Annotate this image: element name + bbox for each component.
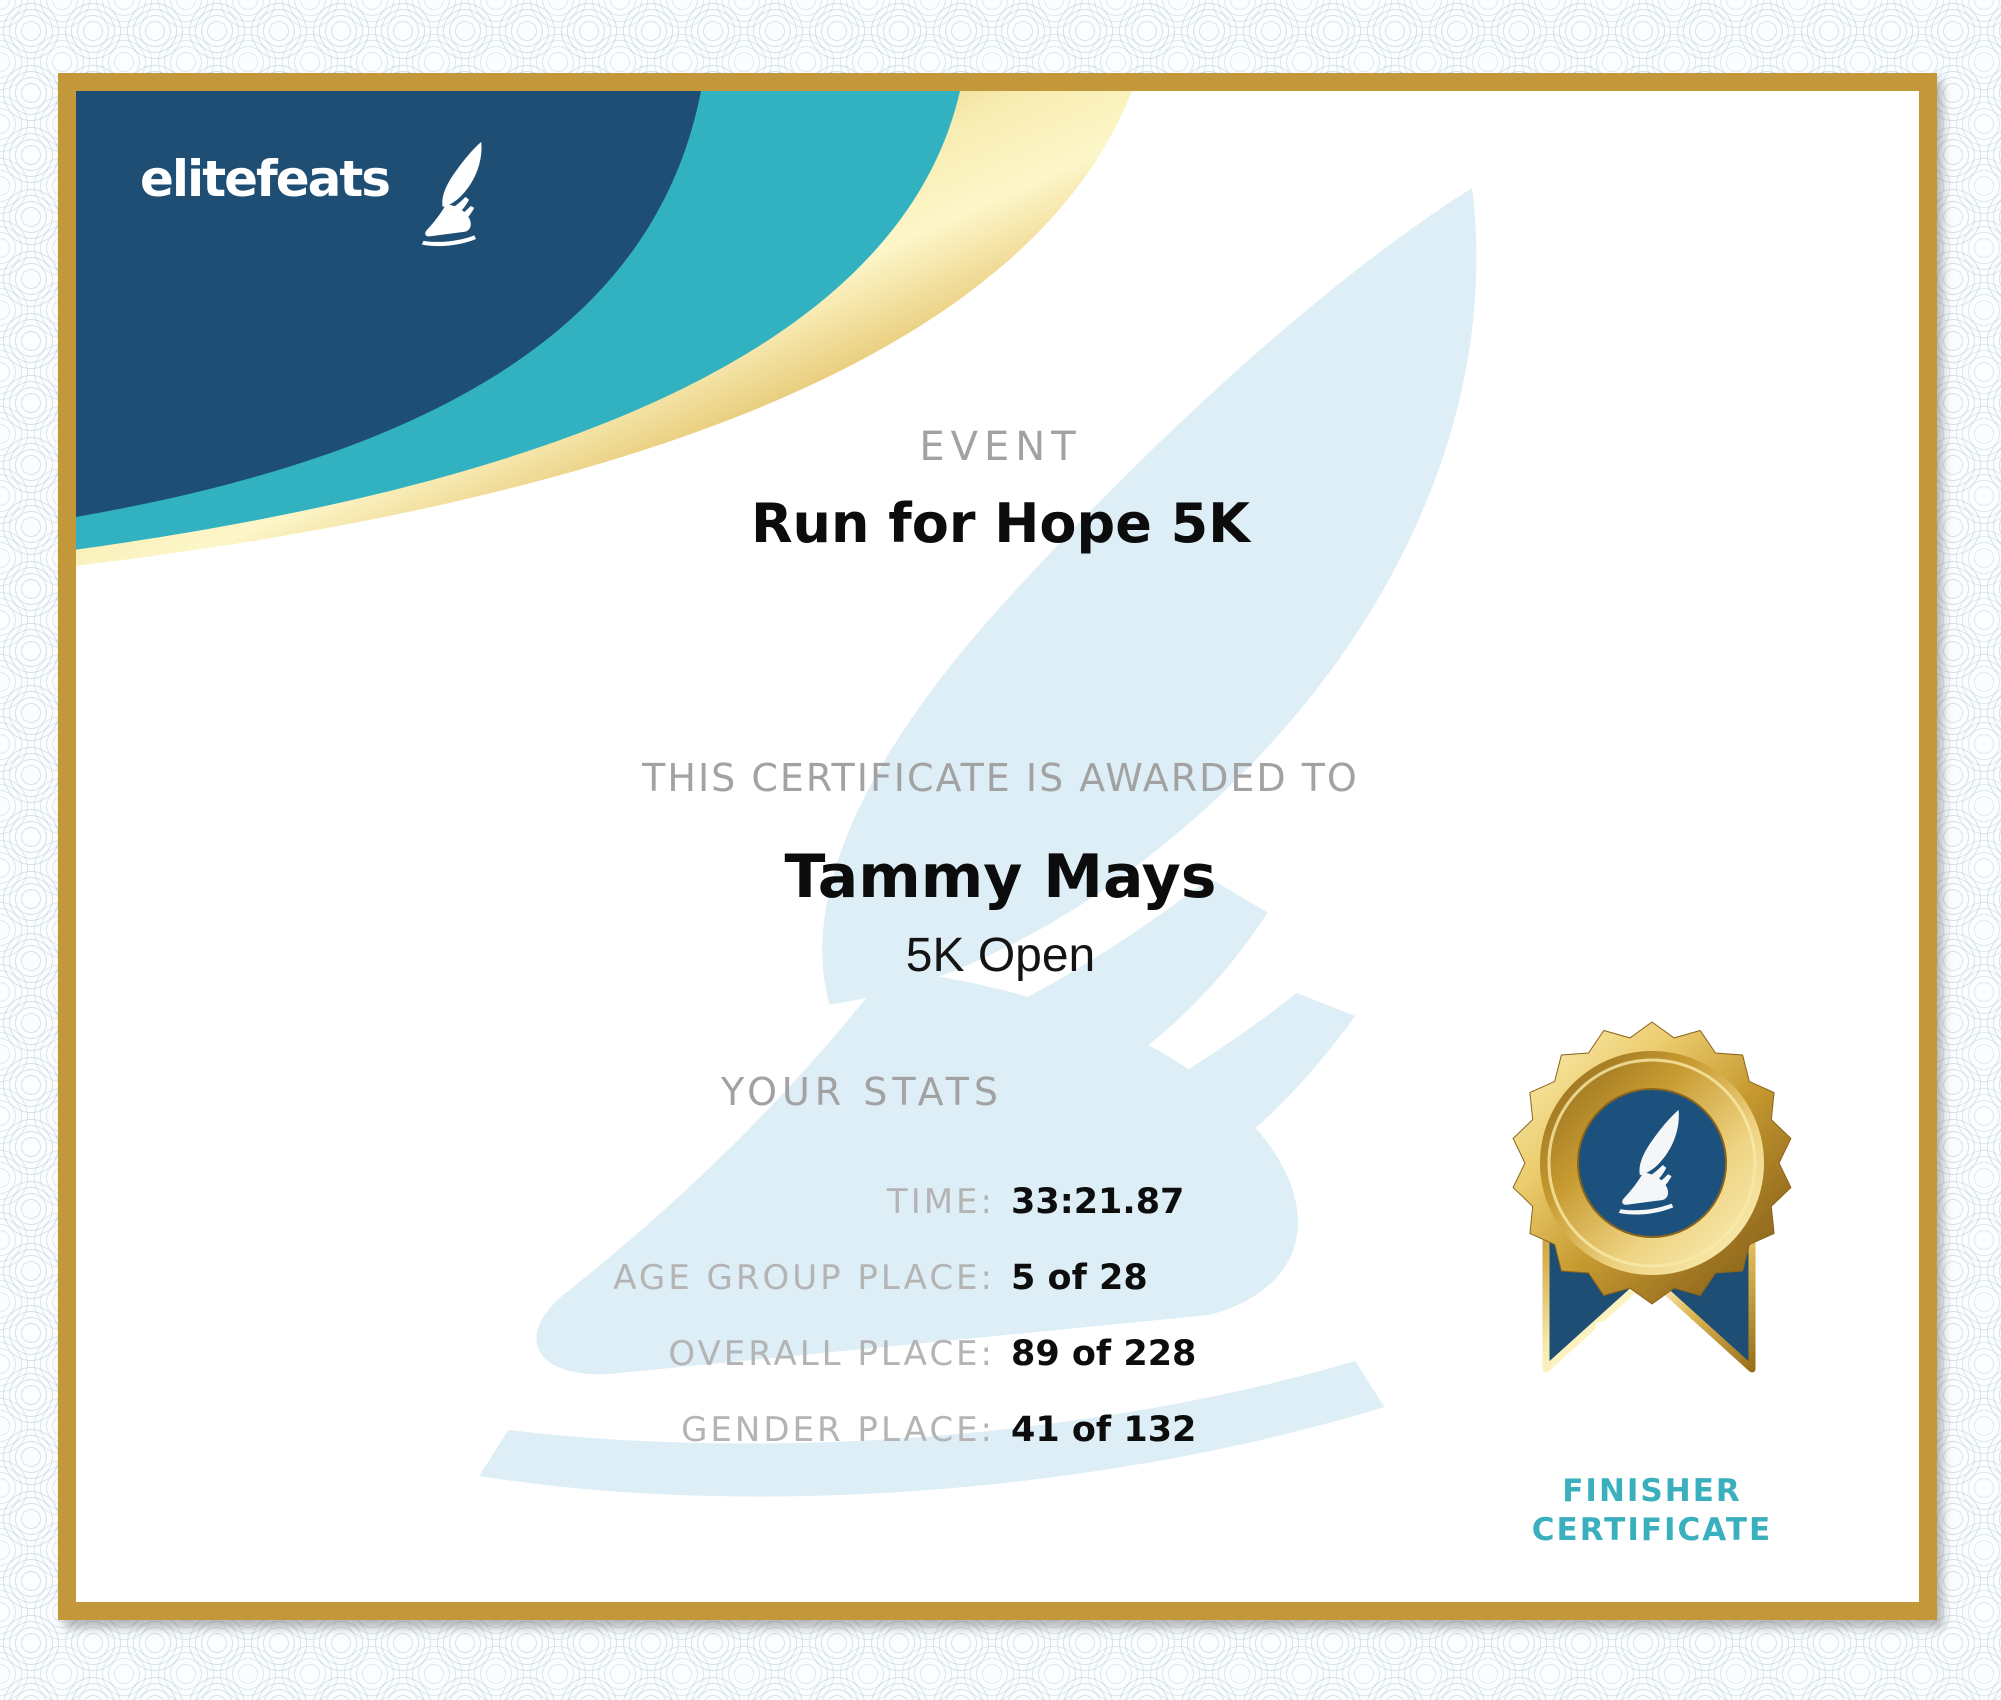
recipient-name: Tammy Mays bbox=[784, 842, 1217, 912]
event-label: EVENT bbox=[919, 424, 1082, 470]
stat-value: 33:21.87 bbox=[1011, 1182, 1185, 1222]
division-name: 5K Open bbox=[905, 929, 1096, 982]
stat-value: 5 of 28 bbox=[1011, 1258, 1148, 1298]
badge-caption-line2: CERTIFICATE bbox=[1531, 1512, 1773, 1548]
event-name: Run for Hope 5K bbox=[750, 492, 1251, 555]
stat-value: 41 of 132 bbox=[1011, 1410, 1197, 1450]
badge-year: 2019 bbox=[1592, 1316, 1706, 1357]
stat-value: 89 of 228 bbox=[1011, 1334, 1197, 1374]
brand-logo-text: elitefeats bbox=[140, 150, 390, 208]
stat-label: TIME: bbox=[886, 1182, 995, 1222]
award-intro: THIS CERTIFICATE IS AWARDED TO bbox=[642, 756, 1359, 800]
badge-caption-line1: FINISHER bbox=[1562, 1473, 1742, 1509]
stat-label: GENDER PLACE: bbox=[681, 1410, 995, 1450]
stat-row-time bbox=[0, 1164, 2001, 1240]
stat-label: OVERALL PLACE: bbox=[668, 1334, 995, 1374]
stats-heading: YOUR STATS bbox=[720, 1070, 1004, 1114]
badge-caption bbox=[1496, 1472, 1808, 1550]
stat-row-gender-place bbox=[0, 1392, 2001, 1468]
stat-row-age-group-place bbox=[0, 1240, 2001, 1316]
stat-label: AGE GROUP PLACE: bbox=[613, 1258, 995, 1298]
